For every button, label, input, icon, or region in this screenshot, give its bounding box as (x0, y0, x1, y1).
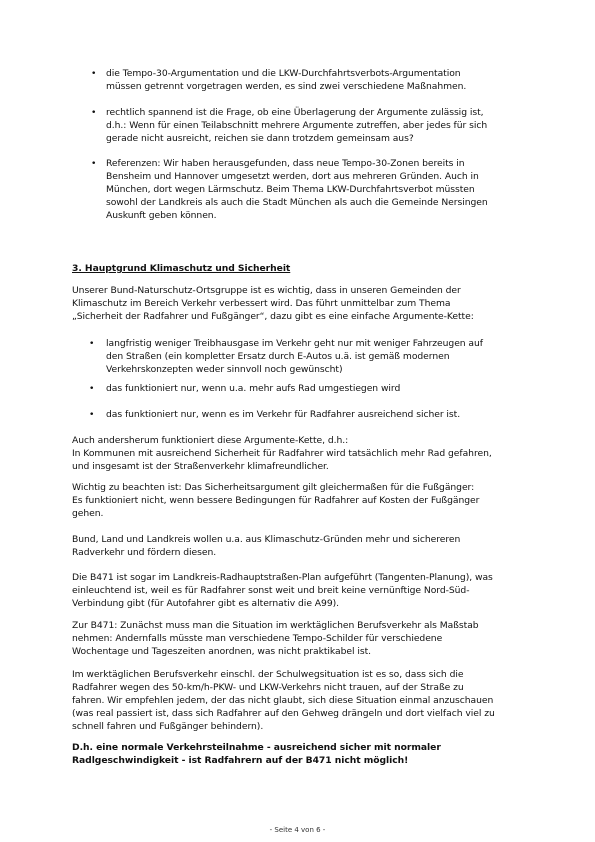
text-line: (was real passiert ist, dass sich Radfahrer auf den Gehweg drängeln und dort vielfach viel zu (72, 708, 495, 719)
text-line: „Sicherheit der Radfahrer und Fußgänger“, dazu gibt es eine einfache Argumente-Kette: (72, 311, 474, 322)
text-line: Radfahrer wegen des 50-km/h-PKW- und LKW-Verkehrs nicht trauen, auf der Straße zu (72, 682, 464, 693)
text-line: Zur B471: Zunächst muss man die Situation im werktäglichen Berufsverkehr als Maßstab (72, 620, 479, 631)
text-line: Es funktioniert nicht, wenn bessere Bedingungen für Radfahrer auf Kosten der Fußgänger (72, 495, 480, 506)
paragraph (72, 533, 522, 559)
text-line: München, dort wegen Lärmschutz. Beim Thema LKW-Durchfahrtsverbot müssten (106, 184, 475, 195)
text-line: Im werktäglichen Berufsverkehr einschl. der Schulwegsituation ist es so, dass sich die (72, 669, 464, 680)
page-number-footer: - Seite 4 von 6 - (269, 826, 326, 834)
bullet-item (106, 67, 522, 93)
bullet-item (106, 337, 522, 376)
text-line: Bund, Land und Landkreis wollen u.a. aus Klimaschutz-Gründen mehr und sichereren (72, 534, 461, 545)
text-line: D.h. eine normale Verkehrsteilnahme - ausreichend sicher mit normaler (72, 742, 441, 753)
text-line: Radlgeschwindigkeit - ist Radfahrern auf der B471 nicht möglich! (72, 755, 409, 766)
text-line: langfristig weniger Treibhausgase im Verkehr geht nur mit weniger Fahrzeugen auf (106, 338, 483, 349)
text-line: und insgesamt ist der Straßenverkehr klimafreundlicher. (72, 461, 329, 472)
text-line: Radverkehr und fördern diesen. (72, 547, 217, 558)
bullet-item (106, 157, 522, 222)
text-line: den Straßen (ein kompletter Ersatz durch E-Autos u.ä. ist gemäß modernen (106, 351, 450, 362)
text-line: einleuchtend ist, weil es für Radfahrer sonst weit und breit keine vernünftige Nord-Süd- (72, 585, 470, 596)
text-line: Referenzen: Wir haben herausgefunden, dass neue Tempo-30-Zonen bereits in (106, 158, 465, 169)
paragraph (72, 619, 522, 658)
text-line: Auskunft geben können. (106, 210, 217, 221)
text-line: gerade nicht ausreicht, reichen sie dann trotzdem gemeinsam aus? (106, 133, 414, 144)
text-line: sowohl der Landkreis als auch die Stadt München als auch die Gemeinde Nersingen (106, 197, 488, 208)
bullet-item (106, 408, 522, 421)
text-line: Bensheim und Hannover umgesetzt werden, dort aus mehreren Gründen. Auch in (106, 171, 479, 182)
paragraph (72, 668, 522, 733)
paragraph (72, 571, 522, 610)
text-line: schnell fahren und Fußgänger behindern). (72, 721, 264, 732)
text-line: fahren. Wir empfehlen jedem, der das nicht glaubt, sich diese Situation einmal anzuschauen (72, 695, 494, 706)
text-line: In Kommunen mit ausreichend Sicherheit für Radfahrer wird tatsächlich mehr Rad gefahren, (72, 448, 492, 459)
text-line: Die B471 ist sogar im Landkreis-Radhauptstraßen-Plan aufgeführt (Tangenten-Planung), was (72, 572, 493, 583)
bullet-item (106, 382, 522, 395)
text-line: das funktioniert nur, wenn es im Verkehr für Radfahrer ausreichend sicher ist. (106, 409, 461, 420)
conclusion-statement (72, 741, 522, 767)
text-line: Verkehrskonzepten weder sinnvoll noch gewünscht) (106, 364, 343, 375)
text-line: Wochentage und Tageszeiten anordnen, was nicht praktikabel ist. (72, 646, 372, 657)
bullet-marker: • (89, 338, 95, 349)
text-line: müssen getrennt vorgetragen werden, es sind zwei verschiedene Maßnahmen. (106, 81, 467, 92)
bullet-marker: • (91, 68, 97, 79)
bullet-marker: • (89, 383, 95, 394)
section-heading: 3. Hauptgrund Klimaschutz und Sicherheit (72, 263, 291, 274)
text-line: Unserer Bund-Naturschutz-Ortsgruppe ist es wichtig, dass in unseren Gemeinden der (72, 285, 461, 296)
bullet-marker: • (91, 158, 97, 169)
bullet-marker: • (89, 409, 95, 420)
text-line: die Tempo-30-Argumentation und die LKW-Durchfahrtsverbots-Argumentation (106, 68, 461, 79)
paragraph (72, 481, 522, 520)
text-line: Wichtig zu beachten ist: Das Sicherheitsargument gilt gleichermaßen für die Fußgänger: (72, 482, 475, 493)
text-line: d.h.: Wenn für einen Teilabschnitt mehrere Argumente zutreffen, aber jedes für sich (106, 120, 488, 131)
text-line: Klimaschutz im Bereich Verkehr verbessert wird. Das führt unmittelbar zum Thema (72, 298, 451, 309)
text-line: nehmen: Andernfalls müsste man verschiedene Tempo-Schilder für verschiedene (72, 633, 443, 644)
bullet-item (106, 106, 522, 145)
text-line: gehen. (72, 508, 104, 519)
text-line: das funktioniert nur, wenn u.a. mehr aufs Rad umgestiegen wird (106, 383, 401, 394)
bullet-marker: • (91, 107, 97, 118)
paragraph (72, 434, 522, 473)
text-line: Verbindung gibt (für Autofahrer gibt es alternativ die A99). (72, 598, 340, 609)
intro-paragraph (72, 284, 522, 323)
text-line: rechtlich spannend ist die Frage, ob eine Überlagerung der Argumente zulässig ist, (106, 107, 484, 118)
text-line: Auch andersherum funktioniert diese Argumente-Kette, d.h.: (72, 435, 349, 446)
